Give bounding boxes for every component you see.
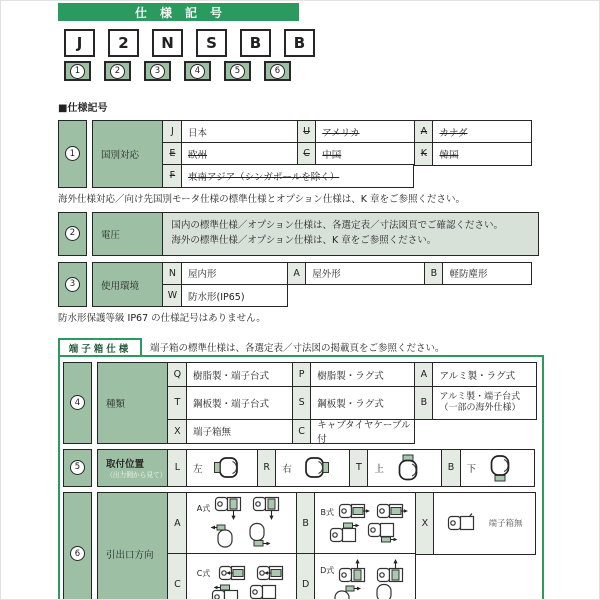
row-mount-position [63, 449, 542, 487]
code-letter-row [64, 29, 599, 57]
motor-box-right-icon [301, 454, 331, 482]
code-cell: X [415, 492, 435, 555]
code-cell: S [292, 386, 312, 420]
position-left-label: 左 [193, 463, 203, 475]
code-cell: B [414, 386, 434, 420]
code-cell: F [162, 164, 182, 188]
code-cell: T [349, 449, 369, 487]
no-terminal-box-cell [433, 492, 536, 555]
code-box-3: N [152, 29, 183, 57]
c-type-diagram-cell [186, 553, 297, 600]
terminal-section-frame [58, 355, 544, 600]
value-cell: 樹脂製・端子台式 [186, 362, 293, 387]
row6-number [63, 492, 92, 600]
section-heading: ■仕様記号 [58, 103, 108, 114]
circled-number: 4 [70, 395, 85, 410]
circled-number: 3 [65, 277, 80, 292]
circled-number: 5 [70, 460, 85, 475]
value-cell [367, 449, 442, 487]
number-box-1 [64, 61, 91, 81]
code-cell: E [162, 142, 182, 166]
circled-number: 5 [230, 64, 245, 79]
no-terminal-box-label: 端子箱無 [488, 519, 523, 530]
motor-end-view-arrow-right-icon [244, 522, 274, 551]
number-box-2 [104, 61, 131, 81]
number-box-3 [144, 61, 171, 81]
a-type-label: A式 [196, 504, 211, 514]
code-box-4: S [196, 29, 227, 57]
value-cell: 防水形(IP65) [181, 284, 288, 308]
a-type-diagram-cell [186, 492, 297, 555]
terminal-section-info: 端子箱の標準仕様は、各選定表／寸法図の掲載頁をご参照ください。 [150, 343, 445, 355]
value-cell: アメリカ [315, 120, 415, 144]
motor-top-view-top-edge-arrow-icon [329, 522, 363, 544]
value-cell: 屋外形 [305, 262, 425, 286]
row2-label: 電圧 [92, 212, 164, 256]
value-cell: アルミ製・ラグ式 [432, 362, 537, 387]
code-cell: Q [167, 362, 187, 387]
code-cell: J [162, 120, 182, 144]
row6-label: 引出口方向 [97, 492, 169, 600]
code-box-2: 2 [108, 29, 139, 57]
circled-number: 3 [150, 64, 165, 79]
motor-end-view-arrow-left-icon [210, 523, 240, 550]
motor-top-view-arrow-right-icon [376, 502, 410, 522]
value-line-1: アルミ製・端子台式 [439, 392, 521, 403]
circled-number: 1 [70, 64, 85, 79]
banner-title: 仕様記号 [134, 5, 235, 20]
number-box-6 [264, 61, 291, 81]
row3-number [58, 262, 87, 308]
motor-box-bottom-icon [485, 453, 515, 483]
value-cell [186, 449, 258, 487]
row1-number [58, 120, 87, 188]
code-cell: A [414, 362, 434, 387]
code-cell: K [414, 142, 434, 166]
motor-end-view-tab-right-arrow-icon [331, 584, 363, 600]
terminal-section-header [58, 338, 599, 355]
row-environment [58, 262, 599, 308]
b-type-diagram-cell [314, 492, 416, 555]
c-type-label: C式 [196, 569, 211, 579]
row-country [58, 120, 599, 188]
value-line-2: （一部の海外仕様） [439, 402, 521, 413]
value-cell: キャブタイヤケーブル付 [310, 419, 415, 444]
motor-top-view-arrow-right-icon [338, 502, 372, 522]
code-cell: P [292, 362, 312, 387]
row-type [63, 362, 542, 446]
motor-top-view-top-edge-arrow-left-icon [206, 584, 240, 600]
motor-box-left-icon [212, 454, 242, 482]
motor-top-view-arrow-up-icon [338, 557, 372, 583]
value-cell [432, 386, 537, 420]
row4-label: 種類 [97, 362, 169, 443]
code-cell: D [296, 553, 316, 600]
code-cell: A [414, 120, 434, 144]
row5-number [63, 449, 92, 487]
row3-label: 使用環境 [92, 262, 164, 308]
row2-number [58, 212, 87, 256]
number-box-4 [184, 61, 211, 81]
motor-end-view-tab-bottom-arrow-left-icon [367, 583, 399, 600]
row1-label: 国別対応 [92, 120, 164, 188]
motor-box-top-icon [393, 453, 423, 483]
terminal-section-label: 端子箱仕様 [58, 338, 142, 357]
voltage-info-cell [162, 212, 539, 256]
position-bottom-label: 下 [466, 463, 477, 475]
voltage-line-1: 国内の標準仕様／オプション仕様は、各選定表／寸法図頁でご確認ください。 [171, 220, 504, 231]
code-cell: A [287, 262, 307, 286]
position-top-label: 上 [374, 463, 384, 475]
d-type-label: D式 [320, 565, 335, 575]
row5-label-main: 取付位置 [106, 458, 145, 470]
code-cell: C [167, 553, 187, 600]
waterproof-note: 防水形保護等級 IP67 の仕様記号はありません。 [58, 313, 266, 325]
code-box-1: J [64, 29, 95, 57]
motor-top-view-arrow-down-icon [252, 496, 286, 522]
code-cell: X [167, 419, 187, 444]
value-cell: 端子箱無 [186, 419, 293, 444]
code-cell: C [292, 419, 312, 444]
row-voltage [58, 212, 599, 256]
number-box-5 [224, 61, 251, 81]
overseas-note: 海外仕様対応／向け先国別モータ仕様の標準仕様とオプション仕様は、K 章をご参照ください。 [58, 193, 466, 205]
value-cell: 樹脂製・ラグ式 [310, 362, 415, 387]
row5-label [97, 449, 169, 487]
motor-top-view-arrow-down-icon [214, 496, 248, 522]
position-right-label: 右 [282, 463, 292, 475]
value-cell: カナダ [432, 120, 532, 144]
code-box-5: B [240, 29, 271, 57]
motor-top-view-bottom-edge-arrow-left-icon [244, 584, 278, 600]
motor-top-view-arrow-left-icon [252, 564, 286, 584]
value-cell: 屋内形 [181, 262, 288, 286]
code-cell: B [424, 262, 444, 286]
code-cell: B [296, 492, 316, 555]
circled-number: 1 [65, 146, 80, 161]
row5-label-sub: （出力側から見て） [106, 470, 167, 479]
code-cell: R [257, 449, 277, 487]
value-cell: 鋼板製・端子台式 [186, 386, 293, 420]
motor-top-view-arrow-up-icon [376, 557, 410, 583]
code-box-6: B [284, 29, 315, 57]
code-cell: T [167, 386, 187, 420]
value-cell: 日本 [181, 120, 298, 144]
d-type-diagram-cell [314, 553, 416, 600]
value-cell: 韓国 [432, 142, 532, 166]
value-cell: 軽防塵形 [442, 262, 532, 286]
value-cell: 鋼板製・ラグ式 [310, 386, 415, 420]
value-cell: 中国 [315, 142, 415, 166]
circled-number: 6 [70, 546, 85, 561]
voltage-line-2: 海外の標準仕様／オプション仕様は、K 章をご参照ください。 [171, 234, 437, 246]
code-cell: W [162, 284, 182, 308]
motor-top-view-no-box-icon [447, 512, 481, 534]
row4-number [63, 362, 92, 443]
value-cell: 欧州 [181, 142, 298, 166]
code-cell: U [297, 120, 317, 144]
code-cell: L [167, 449, 187, 487]
row-outlet-direction [63, 492, 542, 600]
motor-top-view-bottom-edge-arrow-icon [367, 522, 401, 544]
value-cell: 東南アジア（シンガポールを除く） [181, 164, 414, 188]
code-number-row [64, 61, 599, 81]
empty-area [416, 553, 540, 600]
circled-number: 2 [110, 64, 125, 79]
value-cell [275, 449, 350, 487]
code-cell: N [162, 262, 182, 286]
circled-number: 4 [190, 64, 205, 79]
code-cell: A [167, 492, 187, 555]
motor-top-view-arrow-left-icon [214, 564, 248, 584]
code-cell: B [441, 449, 461, 487]
value-cell [460, 449, 535, 487]
circled-number: 6 [270, 64, 285, 79]
spec-code-banner [58, 3, 299, 21]
circled-number: 2 [65, 226, 80, 241]
code-cell: C [297, 142, 317, 166]
b-type-label: B式 [320, 507, 334, 517]
